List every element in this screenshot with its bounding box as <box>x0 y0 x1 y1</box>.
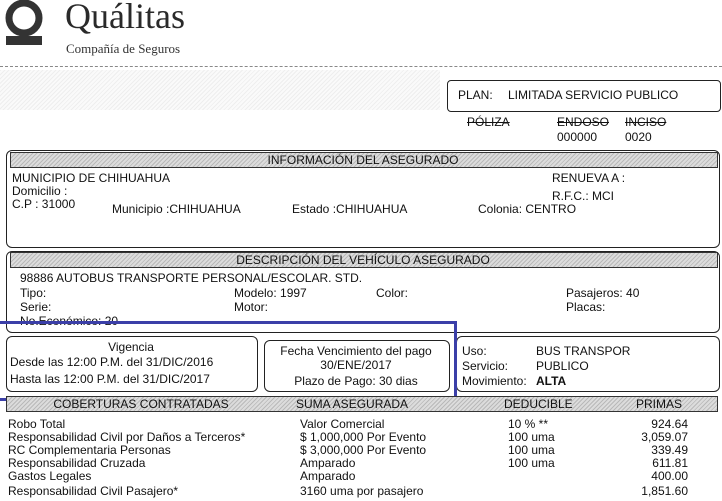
vigencia-desde: Desde las 12:00 P.M. del 31/DIC/2016 <box>10 355 214 369</box>
endoso-value: 000000 <box>557 130 598 144</box>
coverage-deductible: 100 uma <box>508 456 555 470</box>
coverage-premium: 1,851.60 <box>641 484 688 498</box>
coverage-deductible: 100 uma <box>508 443 555 457</box>
rfc-field: R.F.C.: MCI <box>552 189 614 203</box>
inciso-value: 0020 <box>625 130 652 144</box>
coverage-sum: Amparado <box>300 469 356 483</box>
coverage-name: Responsabilidad Civil por Daños a Terceros* <box>8 430 246 444</box>
vehicle-description: 98886 AUTOBUS TRANSPORTE PERSONAL/ESCOLAR. STD. <box>20 271 363 285</box>
coverage-col-premium-header: PRIMAS <box>636 397 683 411</box>
plazo-pago: Plazo de Pago: 30 dias <box>294 374 418 388</box>
coverage-sum: Valor Comercial <box>300 417 385 431</box>
coverage-col-sum-header: SUMA ASEGURADA <box>296 397 409 411</box>
plan-value: LIMITADA SERVICIO PUBLICO <box>508 88 679 102</box>
vigencia-title: Vigencia <box>108 340 154 354</box>
coverage-name: RC Complementaria Personas <box>8 443 171 457</box>
coverage-premium: 339.49 <box>651 443 688 457</box>
estado-field: Estado :CHIHUAHUA <box>292 202 408 216</box>
uso-value: BUS TRANSPOR <box>536 344 631 358</box>
vehicle-serie: Serie: <box>20 300 52 314</box>
coverage-name: Responsabilidad Civil Pasajero* <box>8 484 179 498</box>
uso-label: Uso: <box>462 344 487 358</box>
coverage-sum: $ 3,000,000 Por Evento <box>300 443 427 457</box>
coverage-name: Robo Total <box>8 417 66 431</box>
insured-section-title: INFORMACIÓN DEL ASEGURADO <box>267 153 459 167</box>
plan-label: PLAN: <box>458 88 493 102</box>
cp-field: C.P : 31000 <box>12 197 76 211</box>
coverage-name: Responsabilidad Cruzada <box>8 456 146 470</box>
vehicle-section-title: DESCRIPCIÓN DEL VEHÍCULO ASEGURADO <box>236 253 490 267</box>
vehicle-pasajeros: Pasajeros: 40 <box>566 286 640 300</box>
vehicle-placas: Placas: <box>566 300 606 314</box>
vehicle-no-economico: No.Económico: 20 <box>20 314 119 328</box>
coverage-deductible: 100 uma <box>508 430 555 444</box>
movimiento-value: ALTA <box>536 374 567 388</box>
poliza-label: PÓLIZA <box>467 115 510 129</box>
vehicle-modelo: Modelo: 1997 <box>234 286 307 300</box>
coverage-sum: $ 1,000,000 Por Evento <box>300 430 427 444</box>
coverage-sum: 3160 uma por pasajero <box>300 484 424 498</box>
movimiento-label: Movimiento: <box>462 374 527 388</box>
header-texture <box>0 70 440 110</box>
inciso-label: INCISO <box>625 115 667 129</box>
coverage-premium: 400.00 <box>651 469 688 483</box>
vigencia-hasta: Hasta las 12:00 P.M. del 31/DIC/2017 <box>10 372 210 386</box>
brand-subtitle: Compañía de Seguros <box>66 41 181 56</box>
vehicle-color: Color: <box>376 286 409 300</box>
domicilio-label: Domicilio : <box>12 184 68 198</box>
servicio-label: Servicio: <box>462 359 509 373</box>
coverage-col-deductible-header: DEDUCIBLE <box>504 397 573 411</box>
coverage-premium: 3,059.07 <box>641 430 688 444</box>
brand-name: Quálitas <box>65 0 185 36</box>
header-rule <box>0 66 722 67</box>
fecha-vencimiento-value: 30/ENE/2017 <box>320 358 392 372</box>
colonia-field: Colonia: CENTRO <box>478 202 577 216</box>
insured-name: MUNICIPIO DE CHIHUAHUA <box>12 171 171 185</box>
endoso-label: ENDOSO <box>557 115 610 129</box>
coverage-col-name-header: COBERTURAS CONTRATADAS <box>53 397 229 411</box>
servicio-value: PUBLICO <box>536 359 589 373</box>
qualitas-logo-icon <box>0 0 48 48</box>
coverage-deductible: 10 % ** <box>508 417 549 431</box>
vehicle-tipo: Tipo: <box>20 286 47 300</box>
coverage-premium: 611.81 <box>652 456 688 470</box>
highlight-rectangle <box>0 321 457 401</box>
coverage-premium: 924.64 <box>651 417 688 431</box>
fecha-vencimiento-label: Fecha Vencimiento del pago <box>280 344 432 358</box>
coverage-sum: Amparado <box>300 456 356 470</box>
municipio-field: Municipio :CHIHUAHUA <box>112 202 241 216</box>
vehicle-motor: Motor: <box>234 300 269 314</box>
renueva-label: RENUEVA A : <box>552 171 626 185</box>
coverage-name: Gastos Legales <box>8 469 92 483</box>
